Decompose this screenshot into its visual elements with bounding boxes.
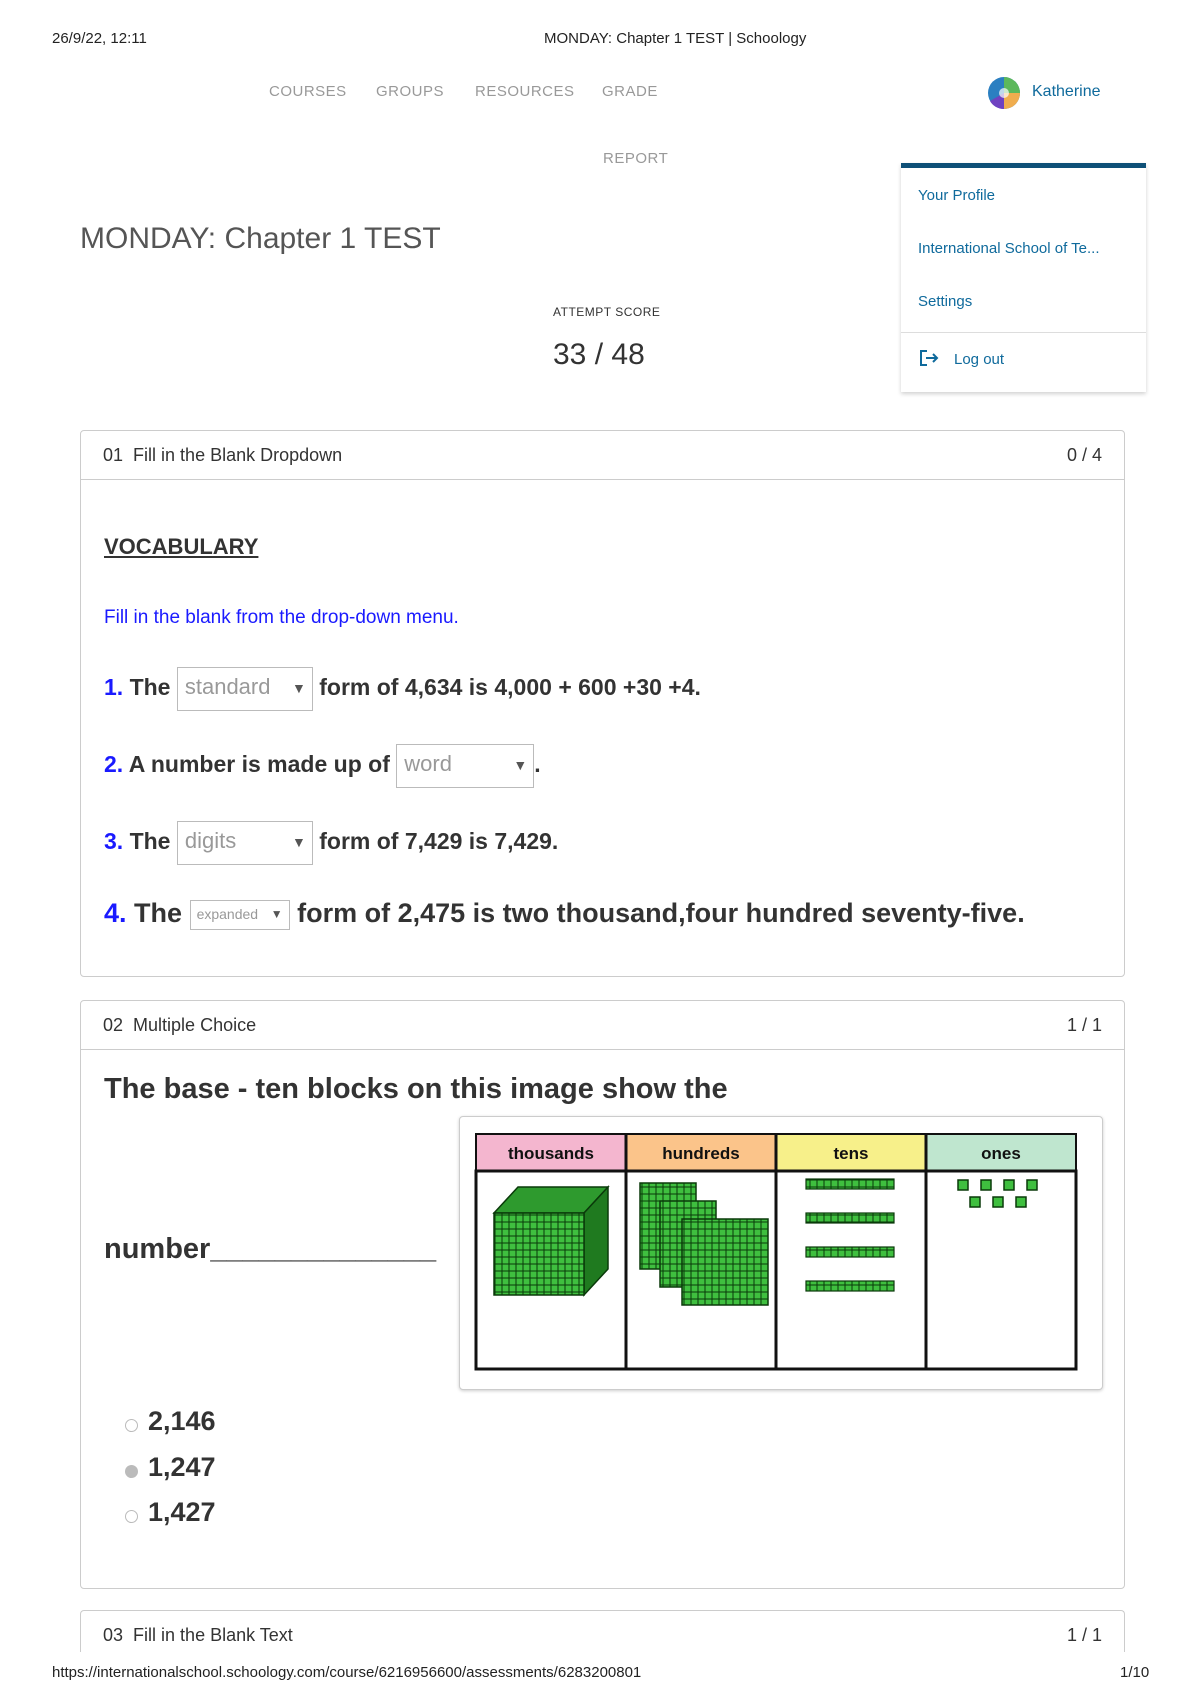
footer-page: 1/10: [1120, 1664, 1150, 1681]
item-before: The: [134, 898, 183, 928]
item-after: .: [534, 751, 541, 778]
question-type: Fill in the Blank Text: [133, 1625, 293, 1645]
q1-item-2: [104, 744, 541, 788]
radio-button-selected[interactable]: [125, 1465, 138, 1478]
score-sep: /: [594, 338, 604, 371]
chevron-down-icon: ▼: [292, 680, 306, 696]
option-label: 1,247: [148, 1452, 216, 1482]
logout-icon: [918, 349, 940, 367]
answer-dropdown[interactable]: [396, 744, 534, 788]
dropdown-value: standard: [184, 674, 271, 699]
menu-school[interactable]: International School of Te...: [918, 240, 1100, 257]
question-header: [81, 1001, 1124, 1050]
question-header: [81, 431, 1124, 480]
question-type: Fill in the Blank Dropdown: [133, 445, 343, 465]
question-score: 1 / 1: [1066, 1625, 1102, 1645]
nav-report-label[interactable]: REPORT: [603, 150, 669, 167]
page-title: MONDAY: Chapter 1 TEST: [80, 222, 441, 255]
item-number: 2.: [104, 751, 124, 778]
base-ten-blocks-figure: [460, 1117, 1102, 1389]
menu-settings[interactable]: Settings: [918, 293, 973, 310]
print-datetime: 26/9/22, 12:11: [52, 30, 147, 47]
item-before: The: [129, 674, 171, 701]
question-card-02: [80, 1000, 1125, 1589]
nav-grade-label: GRADE: [602, 83, 658, 100]
question-title: [103, 1015, 256, 1036]
attempt-score: [553, 338, 645, 372]
nav-grade-report[interactable]: [602, 83, 658, 100]
nav-resources[interactable]: RESOURCES: [475, 83, 575, 100]
footer-url: https://internationalschool.schoology.com/course/6216956600/assessments/6283200801: [52, 1664, 642, 1681]
question-title: [103, 1625, 293, 1646]
instruction-text: Fill in the blank from the drop-down menu.: [104, 607, 459, 628]
option-label: 1,427: [148, 1497, 216, 1527]
nav-courses[interactable]: COURSES: [269, 83, 347, 100]
user-name[interactable]: Katherine: [1032, 83, 1101, 100]
q1-item-4: [104, 898, 1025, 930]
item-number: 4.: [104, 898, 127, 928]
nav-groups[interactable]: GROUPS: [376, 83, 445, 100]
chevron-down-icon: ▼: [270, 906, 283, 921]
answer-dropdown[interactable]: [177, 821, 313, 865]
question-score: 1 / 1: [1066, 1015, 1102, 1035]
logout-label: Log out: [954, 351, 1005, 368]
answer-dropdown[interactable]: [177, 667, 313, 711]
chevron-down-icon: ▼: [292, 834, 306, 850]
header-tens: tens: [833, 1144, 869, 1163]
header-ones: ones: [981, 1144, 1021, 1163]
header-thousands: thousands: [508, 1144, 594, 1163]
avatar-icon: [987, 76, 1021, 110]
q1-item-1: [104, 667, 701, 711]
q1-item-3: [104, 821, 558, 865]
question-score: 0 / 4: [1066, 445, 1102, 465]
question-number: 01: [103, 445, 124, 465]
header-hundreds: hundreds: [662, 1144, 740, 1163]
user-menu: [901, 163, 1146, 392]
avatar[interactable]: [987, 76, 1021, 110]
question-card-01: [80, 430, 1125, 977]
question-type: Multiple Choice: [133, 1015, 257, 1035]
question-title: [103, 445, 342, 466]
menu-divider: [901, 332, 1146, 333]
radio-button[interactable]: [125, 1419, 138, 1432]
item-before: A number is made up of: [128, 751, 390, 778]
score-total: 48: [611, 338, 645, 371]
print-doc-title: MONDAY: Chapter 1 TEST | Schoology: [544, 30, 807, 47]
attempt-score-label: ATTEMPT SCORE: [553, 305, 661, 319]
score-value: 33: [553, 338, 587, 371]
chevron-down-icon: ▼: [513, 757, 528, 773]
item-after: form of 2,475 is two thousand,four hundred seventy-five.: [297, 898, 1025, 928]
question-number: 02: [103, 1015, 124, 1035]
answer-dropdown[interactable]: [190, 900, 290, 930]
base-ten-image: [459, 1116, 1103, 1390]
print-footer: [0, 1652, 1200, 1697]
dropdown-value: digits: [184, 828, 237, 853]
item-number: 1.: [104, 674, 124, 701]
item-after: form of 4,634 is 4,000 + 600 +30 +4.: [319, 674, 701, 701]
dropdown-value: word: [404, 751, 452, 776]
question-prompt: The base - ten blocks on this image show the: [104, 1073, 728, 1105]
dropdown-value: expanded: [196, 905, 259, 922]
question-prompt-blank: number______________: [104, 1233, 437, 1265]
thousand-cube: [494, 1187, 608, 1295]
question-number: 03: [103, 1625, 124, 1645]
item-after: form of 7,429 is 7,429.: [319, 828, 559, 855]
menu-your-profile[interactable]: Your Profile: [918, 187, 995, 204]
radio-button[interactable]: [125, 1510, 138, 1523]
vocab-heading: VOCABULARY: [104, 534, 259, 559]
menu-logout[interactable]: [918, 349, 1004, 368]
item-number: 3.: [104, 828, 124, 855]
option-label: 2,146: [148, 1406, 216, 1436]
item-before: The: [129, 828, 171, 855]
